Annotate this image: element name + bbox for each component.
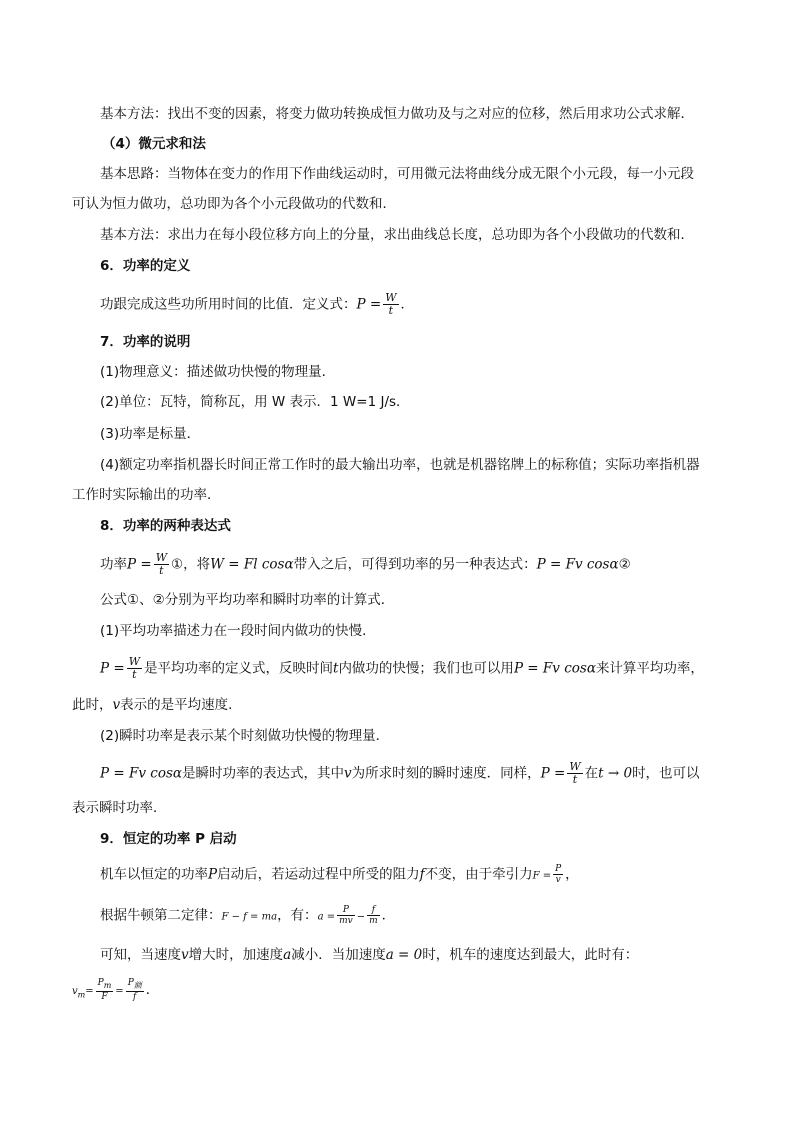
paragraph-with-formula: P = $\frac{W}{t}$ 是平均功率的定义式，反映时间t内做功的快慢；我们也可以用P = Fv cosα来计算平均功率， xyxy=(100,655,704,681)
fraction: $\frac{f}{m}$ xyxy=(369,905,378,926)
section-heading: 7．功率的说明 xyxy=(100,334,191,350)
paragraph: (2)瞬时功率是表示某个时刻做功快慢的物理量． xyxy=(100,728,390,744)
paragraph: 此时，v表示的是平均速度． xyxy=(72,697,242,713)
paragraph: (4)额定功率指机器长时间正常工作时的最大输出功率，也就是机器铭牌上的标称值；实际功率指机器 xyxy=(100,457,700,473)
paragraph: (3)功率是标量． xyxy=(100,426,201,442)
paragraph: 基本思路：当物体在变力的作用下作曲线运动时，可用微元法将曲线分成无限个小元段，每一小元段 xyxy=(100,166,694,182)
fraction: $\frac{W}{t}$ xyxy=(128,655,140,681)
fraction: $\frac{P_m}{F}$ xyxy=(97,978,112,1002)
paragraph-with-formula: P = Fv cosα是瞬时功率的表达式，其中v为所求时刻的瞬时速度．同样，P = $\frac{W}{t}$ 在t → 0时，也可以 xyxy=(100,760,700,786)
paragraph: 工作时实际输出的功率． xyxy=(72,487,221,503)
paragraph-with-formula: 功跟完成这些功所用时间的比值．定义式：P = $\frac{W}{t}$ ． xyxy=(100,291,414,317)
paragraph: 基本方法：找出不变的因素，将变力做功转换成恒力做功及与之对应的位移，然后用求功公式求解． xyxy=(100,106,694,122)
fraction: $\frac{W}{t}$ xyxy=(155,551,167,577)
formula-vmax: $v_m=$ $\frac{P_m}{F}$ = $\frac{P_额}{f}$ ． xyxy=(72,978,160,1002)
section-heading: （4）微元求和法 xyxy=(102,136,206,152)
paragraph-with-formula: 可知，当速度v增大时，加速度a减小．当加速度a = 0时，机车的速度达到最大，此时有： xyxy=(100,947,639,963)
paragraph: (1)平均功率描述力在一段时间内做功的快慢． xyxy=(100,623,376,639)
section-heading: 8．功率的两种表达式 xyxy=(100,518,231,534)
paragraph-with-formula: 机车以恒定的功率P启动后，若运动过程中所受的阻力f不变，由于牵引力F = $\frac{P}{v}$ ， xyxy=(100,864,579,885)
paragraph-with-formula: 功率P = $\frac{W}{t}$ ①，将W = Fl cosα带入之后，可得到功率的另一种表达式：P = Fv cosα② xyxy=(100,551,631,577)
paragraph: (1)物理意义：描述做功快慢的物理量． xyxy=(100,364,336,380)
paragraph: 可认为恒力做功，总功即为各个小元段做功的代数和． xyxy=(72,196,396,212)
paragraph: 基本方法：求出力在每小段位移方向上的分量，求出曲线总长度，总功即为各个小段做功的代数和． xyxy=(100,227,694,243)
fraction: $\frac{P}{mv}$ xyxy=(339,905,353,926)
paragraph: 公式①、②分别为平均功率和瞬时功率的计算式． xyxy=(100,592,395,608)
fraction: $\frac{W}{t}$ xyxy=(569,760,581,786)
paragraph: (2)单位：瓦特，简称瓦，用 W 表示．1 W=1 J/s． xyxy=(100,394,410,410)
fraction: $\frac{P}{v}$ xyxy=(555,864,562,885)
paragraph-with-formula: 根据牛顿第二定律：F − f = ma，有：a = $\frac{P}{mv}$ − $\frac{f}{m}$ ． xyxy=(100,905,396,926)
fraction: $\frac{P_额}{f}$ xyxy=(127,978,142,1002)
section-heading: 6．功率的定义 xyxy=(100,258,191,274)
section-heading: 9．恒定的功率 P 启动 xyxy=(100,831,237,847)
fraction: $\frac{W}{t}$ xyxy=(385,291,397,317)
paragraph: 表示瞬时功率． xyxy=(72,800,167,816)
